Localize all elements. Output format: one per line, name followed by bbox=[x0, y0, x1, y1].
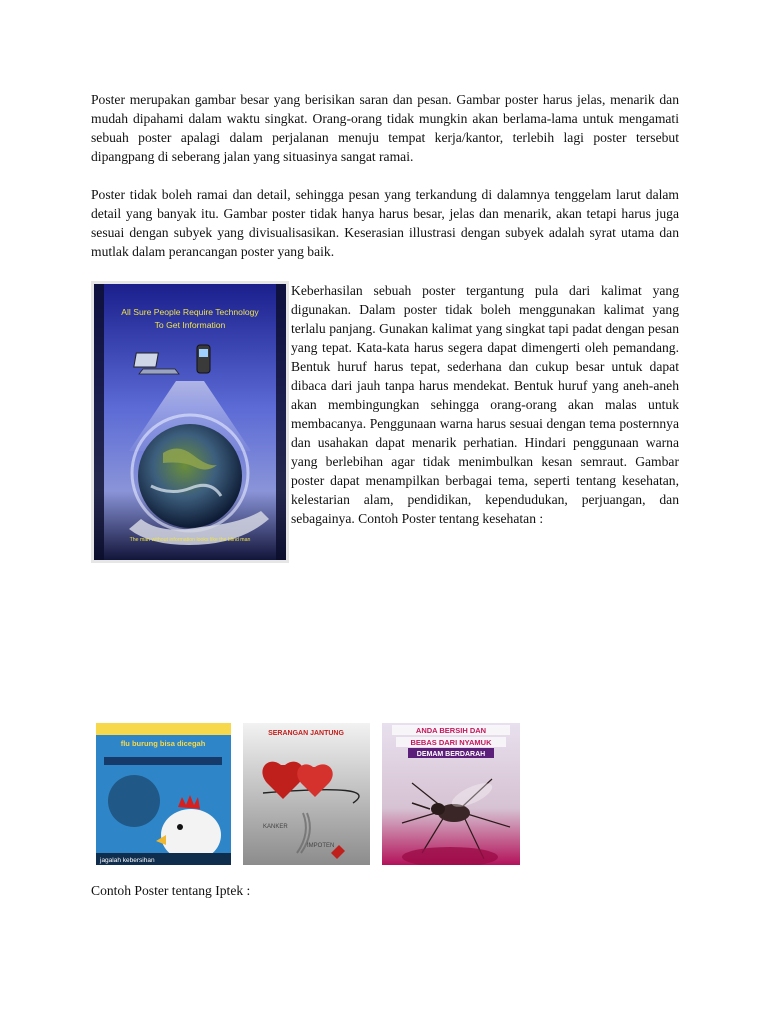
phone-icon bbox=[197, 345, 210, 373]
poster-footer: The man without information looks like the blind man bbox=[129, 537, 251, 543]
health-poster-row bbox=[96, 723, 526, 865]
document-body bbox=[91, 90, 679, 563]
poster-title-line1: All Sure People Require Technology bbox=[121, 307, 259, 317]
health-poster-heart-attack bbox=[243, 723, 370, 865]
dengue-line3: DEMAM BERDARAH bbox=[416, 751, 486, 758]
paragraph-intro: Poster merupakan gambar besar yang berisikan saran dan pesan. Gambar poster harus jelas, menarik dan mudah dipahami dalam waktu singkat. Orang-orang tidak mungkin akan berlama-lama untuk mengamati sebuah poster apalagi dalam perjalanan menuju tempat kerja/kantor, terlebih lagi poster tersebut dipangpang di seberang jalan yang situasinya sangat ramai. bbox=[91, 92, 679, 164]
dengue-line2: BEBAS DARI NYAMUK bbox=[410, 738, 492, 747]
tech-poster-image bbox=[91, 281, 289, 563]
earth-globe bbox=[138, 424, 242, 528]
bird-flu-footer: jagalah kebersihan bbox=[100, 857, 155, 864]
heart-attack-title: SERANGAN JANTUNG bbox=[268, 730, 344, 737]
paragraph-detail: Poster tidak boleh ramai dan detail, sehingga pesan yang terkandung di dalamnya tenggelam larut dalam detail yang banyak itu. Gambar poster tidak hanya harus besar, jelas dan menarik, akan tetapi harus juga sesuai dengan subyek yang divisualisasikan. Keserasian illustrasi dengan subyek adalah syrat utama dan mutlak dalam perancangan poster yang baik. bbox=[91, 187, 679, 259]
poster-title-line2: To Get Information bbox=[154, 320, 226, 330]
health-poster-bird-flu bbox=[96, 723, 231, 865]
paragraph-success: Keberhasilan sebuah poster tergantung pula dari kalimat yang digunakan. Dalam poster tidak boleh menggunakan kalimat yang terlalu panjang. Gunakan kalimat yang singkat tapi padat dengan pesan yang tepat. Kata-kata harus segera dapat dimengerti oleh pemandang. Bentuk huruf harus tepat, sederhana dan cukup besar untuk dapat dibaca dari jauh tanpa harus mendekat. Bentuk huruf yang aneh-aneh akan membingungkan sehingga orang-orang akan malas untuk membacanya. Penggunaan warna harus sesuai dengan tema posternnya dan usahakan dapat menarik perhatian. Hindari penggunaan warna yang berlebihan agar tidak menimbulkan kesan semraut. Gambar poster dapat menampilkan berbagai tema, seperti tentang kesehatan, kelestarian alam, pendidikan, kependudukan, perjuangan, dan sebagainya. Contoh Poster tentang kesehatan : bbox=[291, 283, 679, 526]
tech-poster-block bbox=[91, 281, 679, 563]
label-cancer: KANKER bbox=[263, 824, 288, 830]
health-poster-dengue bbox=[382, 723, 520, 865]
bird-flu-caption: flu burung bisa dicegah bbox=[120, 739, 206, 748]
caption-tech-posters: Contoh Poster tentang Iptek : bbox=[91, 883, 251, 898]
dengue-line1: ANDA BERSIH DAN bbox=[415, 726, 487, 735]
label-impotence: IMPOTEN bbox=[307, 843, 335, 849]
